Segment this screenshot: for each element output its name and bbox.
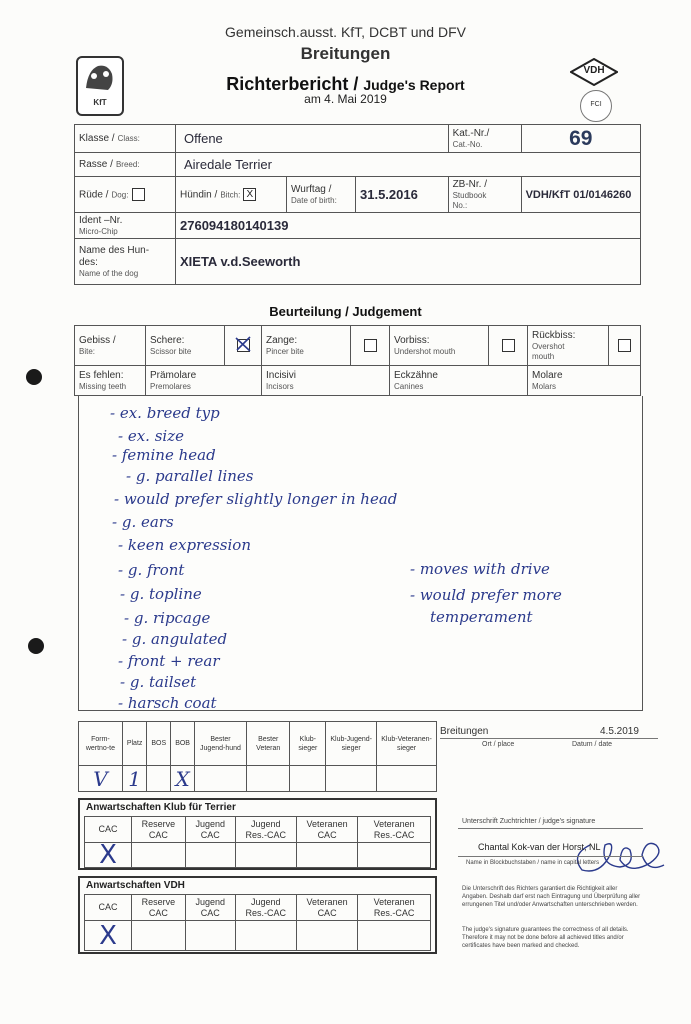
scissor-check-cell — [225, 326, 262, 366]
grading-header: BOB — [171, 722, 195, 766]
canines-label: Eckzähne — [394, 370, 438, 381]
incisors-label: Incisivi — [266, 370, 297, 381]
grading-value[interactable] — [194, 766, 246, 792]
vdh-cac-header: Jugend Res.-CAC — [235, 895, 296, 921]
bite-label: Gebiss / — [79, 335, 116, 346]
breed-label: Rasse / — [79, 159, 113, 170]
club-cac-header: CAC — [85, 817, 132, 843]
club-cac-mark[interactable] — [358, 843, 431, 868]
ident-label: Ident –Nr. — [79, 215, 123, 226]
scissor-label-en: Scissor bite — [150, 347, 192, 356]
class-label-cell — [75, 125, 176, 153]
punch-hole-top — [26, 369, 42, 385]
club-cac-table — [84, 816, 431, 868]
show-title: Gemeinsch.ausst. KfT, DCBT und DFV — [225, 24, 466, 40]
place-date-line — [440, 738, 658, 739]
cat-value: 69 — [569, 126, 593, 150]
molars-label: Molare — [532, 370, 563, 381]
cat-label: Kat.-Nr./ — [452, 128, 490, 139]
name-caps-label: Name in Blockbuchstaben / name in capital letters — [466, 860, 600, 866]
vdh-cac-mark[interactable] — [132, 921, 186, 951]
grading-header: Form-wertno-te — [79, 722, 123, 766]
breed-value-cell — [176, 153, 641, 177]
male-label-en: Dog: — [111, 190, 129, 200]
vdh-cac-mark[interactable]: X — [85, 921, 132, 951]
show-location: Breitungen — [300, 44, 391, 63]
missing-label-cell — [75, 366, 146, 396]
undershot-label-cell — [390, 326, 489, 366]
cat-label-cell — [448, 125, 521, 153]
date-value: 4.5.2019 — [600, 726, 639, 737]
studbook-value: VDH/KfT 01/0146260 — [525, 188, 632, 201]
judgement-note: - femine head — [112, 446, 216, 464]
name-label-1: Name des Hun- — [79, 244, 150, 256]
club-cac-header: Jugend CAC — [185, 817, 235, 843]
judgement-note-right: - moves with drive — [410, 560, 550, 578]
breed-label-cell — [75, 153, 176, 177]
grading-header: BOS — [147, 722, 171, 766]
studbook-label-cell — [448, 177, 521, 213]
incisors-label-en: Incisors — [266, 382, 294, 391]
scissor-check-mark — [235, 336, 251, 352]
signature-note-de: Die Unterschrift des Richters garantiert die Richtigkeit aller Angaben. Deshalb darf erst nach Eintragung und Überprüfung aller errungenen Titel und/oder Anwartschaften unterschrieben werden. — [462, 886, 641, 908]
undershot-label-en: Undershot mouth — [394, 347, 456, 356]
judgement-note: - g. tailset — [120, 673, 197, 691]
studbook-label: ZB-Nr. / — [452, 179, 488, 190]
judgement-note: - g. topline — [120, 585, 202, 603]
missing-label: Es fehlen: — [79, 370, 124, 381]
name-label-2: des: — [79, 256, 98, 268]
club-cac-header: Jugend Res.-CAC — [235, 817, 296, 843]
date-label: Datum / date — [572, 741, 613, 748]
pincer-label: Zange: — [266, 335, 298, 346]
name-label-cell — [75, 239, 176, 285]
grading-value[interactable]: 1 — [122, 766, 147, 792]
undershot-check-cell — [489, 326, 528, 366]
overshot-label-cell — [528, 326, 609, 366]
scissor-label: Schere: — [150, 335, 185, 346]
vdh-logo-text: VDH — [583, 65, 605, 76]
club-cac-box — [78, 798, 437, 870]
overshot-label-en2: mouth — [532, 352, 555, 361]
judgement-note: - g. front — [118, 561, 185, 579]
scissor-checkbox[interactable] — [237, 339, 250, 352]
premolars-label: Prämolare — [150, 370, 197, 381]
fci-logo-text: FCI — [590, 101, 602, 108]
club-cac-mark[interactable] — [296, 843, 357, 868]
judgement-note: - would prefer slightly longer in head — [114, 490, 398, 508]
grading-header: Bester Jugend-hund — [194, 722, 246, 766]
judgement-note: - front + rear — [118, 652, 220, 670]
pincer-check-cell — [351, 326, 390, 366]
grading-table — [78, 721, 437, 792]
punch-hole-bottom — [28, 638, 44, 654]
vdh-cac-box — [78, 876, 437, 954]
female-label: Hündin / — [180, 189, 218, 201]
ident-label-cell — [75, 213, 176, 239]
report-title-sep: / — [348, 74, 364, 94]
judgement-note: - g. angulated — [122, 630, 228, 648]
ident-value-cell — [176, 213, 641, 239]
grading-header: Klub-Veteranen-sieger — [377, 722, 437, 766]
signature-label: Unterschrift Zuchtrichter / judge's signature — [462, 818, 596, 825]
grading-header: Bester Veteran — [246, 722, 290, 766]
vdh-cac-table — [84, 894, 431, 951]
overshot-checkbox[interactable] — [618, 339, 631, 352]
premolars-cell — [146, 366, 262, 396]
vdh-cac-mark[interactable] — [296, 921, 357, 951]
overshot-check-cell — [609, 326, 641, 366]
missing-label-en: Missing teeth — [79, 382, 127, 391]
cat-label-en: Cat.-No. — [452, 140, 483, 149]
club-cac-mark[interactable] — [235, 843, 296, 868]
judgement-note: - ex. size — [118, 427, 184, 445]
bite-label-en: Bite: — [79, 347, 96, 356]
studbook-value-cell — [521, 177, 640, 213]
female-cell — [176, 177, 287, 213]
female-checkbox[interactable]: X — [243, 188, 256, 201]
judge-name: Chantal Kok-van der Horst, NL — [478, 842, 601, 852]
scissor-label-cell — [146, 326, 225, 366]
kft-logo-text: KfT — [93, 98, 107, 107]
class-label: Klasse / — [79, 133, 115, 144]
molars-cell — [528, 366, 641, 396]
name-label-en: Name of the dog — [79, 268, 139, 278]
judgement-note: - harsch coat — [118, 694, 217, 712]
signature-note-en: The judge's signature guarantees the correctness of all details. Therefore it may not be done before all achieved titles and/or certificates have been marked and checked. — [462, 927, 629, 949]
club-cac-header: Reserve CAC — [132, 817, 186, 843]
name-value: XIETA v.d.Seeworth — [180, 254, 301, 269]
grading-value[interactable] — [377, 766, 437, 792]
overshot-label: Rückbiss: — [532, 330, 576, 341]
report-title-en: Judge's Report — [363, 77, 465, 93]
class-label-en: Class: — [117, 134, 140, 143]
bite-table — [74, 325, 641, 396]
class-value-cell — [176, 125, 449, 153]
grading-header: Platz — [122, 722, 147, 766]
premolars-label-en: Premolares — [150, 382, 191, 391]
whelped-label: Wurftag / — [291, 184, 332, 195]
whelped-label-en: Date of birth: — [291, 196, 337, 205]
undershot-label: Vorbiss: — [394, 335, 430, 346]
whelped-value: 31.5.2016 — [360, 187, 418, 202]
grading-value[interactable] — [246, 766, 290, 792]
place-value: Breitungen — [440, 726, 489, 737]
judgement-note-right: - would prefer more — [410, 586, 562, 604]
overshot-label-en1: Overshot — [532, 342, 565, 351]
grading-value[interactable]: V — [79, 766, 123, 792]
vdh-cac-mark[interactable] — [358, 921, 431, 951]
judgement-title: Beurteilung / Judgement — [269, 304, 422, 319]
vdh-cac-header: Jugend CAC — [185, 895, 235, 921]
grading-value[interactable] — [290, 766, 326, 792]
ident-label-en: Micro-Chip — [79, 227, 118, 236]
vdh-cac-mark[interactable] — [235, 921, 296, 951]
incisors-cell — [262, 366, 390, 396]
bite-label-cell — [75, 326, 146, 366]
judgement-note: - g. ripcage — [124, 609, 211, 627]
club-cac-title: Anwartschaften Klub für Terrier — [86, 802, 236, 813]
judgement-note: - ex. breed typ — [110, 404, 220, 422]
vdh-cac-header: Veteranen Res.-CAC — [358, 895, 431, 921]
canines-label-en: Canines — [394, 382, 424, 391]
judgement-note: - g. ears — [112, 513, 174, 531]
cat-value-cell — [521, 125, 640, 153]
show-date: am 4. Mai 2019 — [304, 92, 387, 106]
place-label: Ort / place — [482, 741, 515, 748]
dog-info-table — [74, 124, 641, 285]
judgement-note: - g. parallel lines — [126, 467, 254, 485]
vdh-cac-header: Veteranen CAC — [296, 895, 357, 921]
grading-header: Klub-Jugend-sieger — [326, 722, 377, 766]
pincer-label-en: Pincer bite — [266, 347, 304, 356]
studbook-label-en1: Studbook — [452, 191, 487, 200]
club-cac-header: Veteranen Res.-CAC — [358, 817, 431, 843]
class-value: Offene — [184, 131, 223, 146]
report-title-de: Richterbericht — [226, 74, 349, 94]
grading-value[interactable] — [326, 766, 377, 792]
molars-label-en: Molars — [532, 382, 557, 391]
studbook-label-en2: No.: — [452, 201, 468, 210]
judgement-note-right: temperament — [430, 608, 533, 626]
club-cac-header: Veteranen CAC — [296, 817, 357, 843]
club-cac-mark[interactable]: X — [85, 843, 132, 868]
grading-value[interactable] — [147, 766, 171, 792]
female-label-en: Bitch: — [220, 190, 241, 200]
pincer-label-cell — [262, 326, 351, 366]
vdh-cac-mark[interactable] — [185, 921, 235, 951]
whelped-label-cell — [287, 177, 356, 213]
canines-cell — [390, 366, 528, 396]
name-line — [458, 856, 643, 857]
club-cac-mark[interactable] — [185, 843, 235, 868]
male-label: Rüde / — [79, 189, 109, 201]
grading-value[interactable]: X — [171, 766, 195, 792]
judgement-note: - keen expression — [118, 536, 251, 554]
vdh-cac-title: Anwartschaften VDH — [86, 880, 185, 891]
male-cell — [75, 177, 176, 213]
pincer-checkbox[interactable] — [364, 339, 377, 352]
grading-header: Klub-sieger — [290, 722, 326, 766]
breed-value: Airedale Terrier — [184, 157, 272, 172]
whelped-value-cell — [356, 177, 449, 213]
ident-value: 276094180140139 — [180, 218, 289, 233]
undershot-checkbox[interactable] — [502, 339, 515, 352]
vdh-cac-header: CAC — [85, 895, 132, 921]
club-cac-mark[interactable] — [132, 843, 186, 868]
male-checkbox[interactable] — [132, 188, 145, 201]
vdh-cac-header: Reserve CAC — [132, 895, 186, 921]
name-value-cell — [176, 239, 641, 285]
breed-label-en: Breed: — [115, 160, 140, 169]
